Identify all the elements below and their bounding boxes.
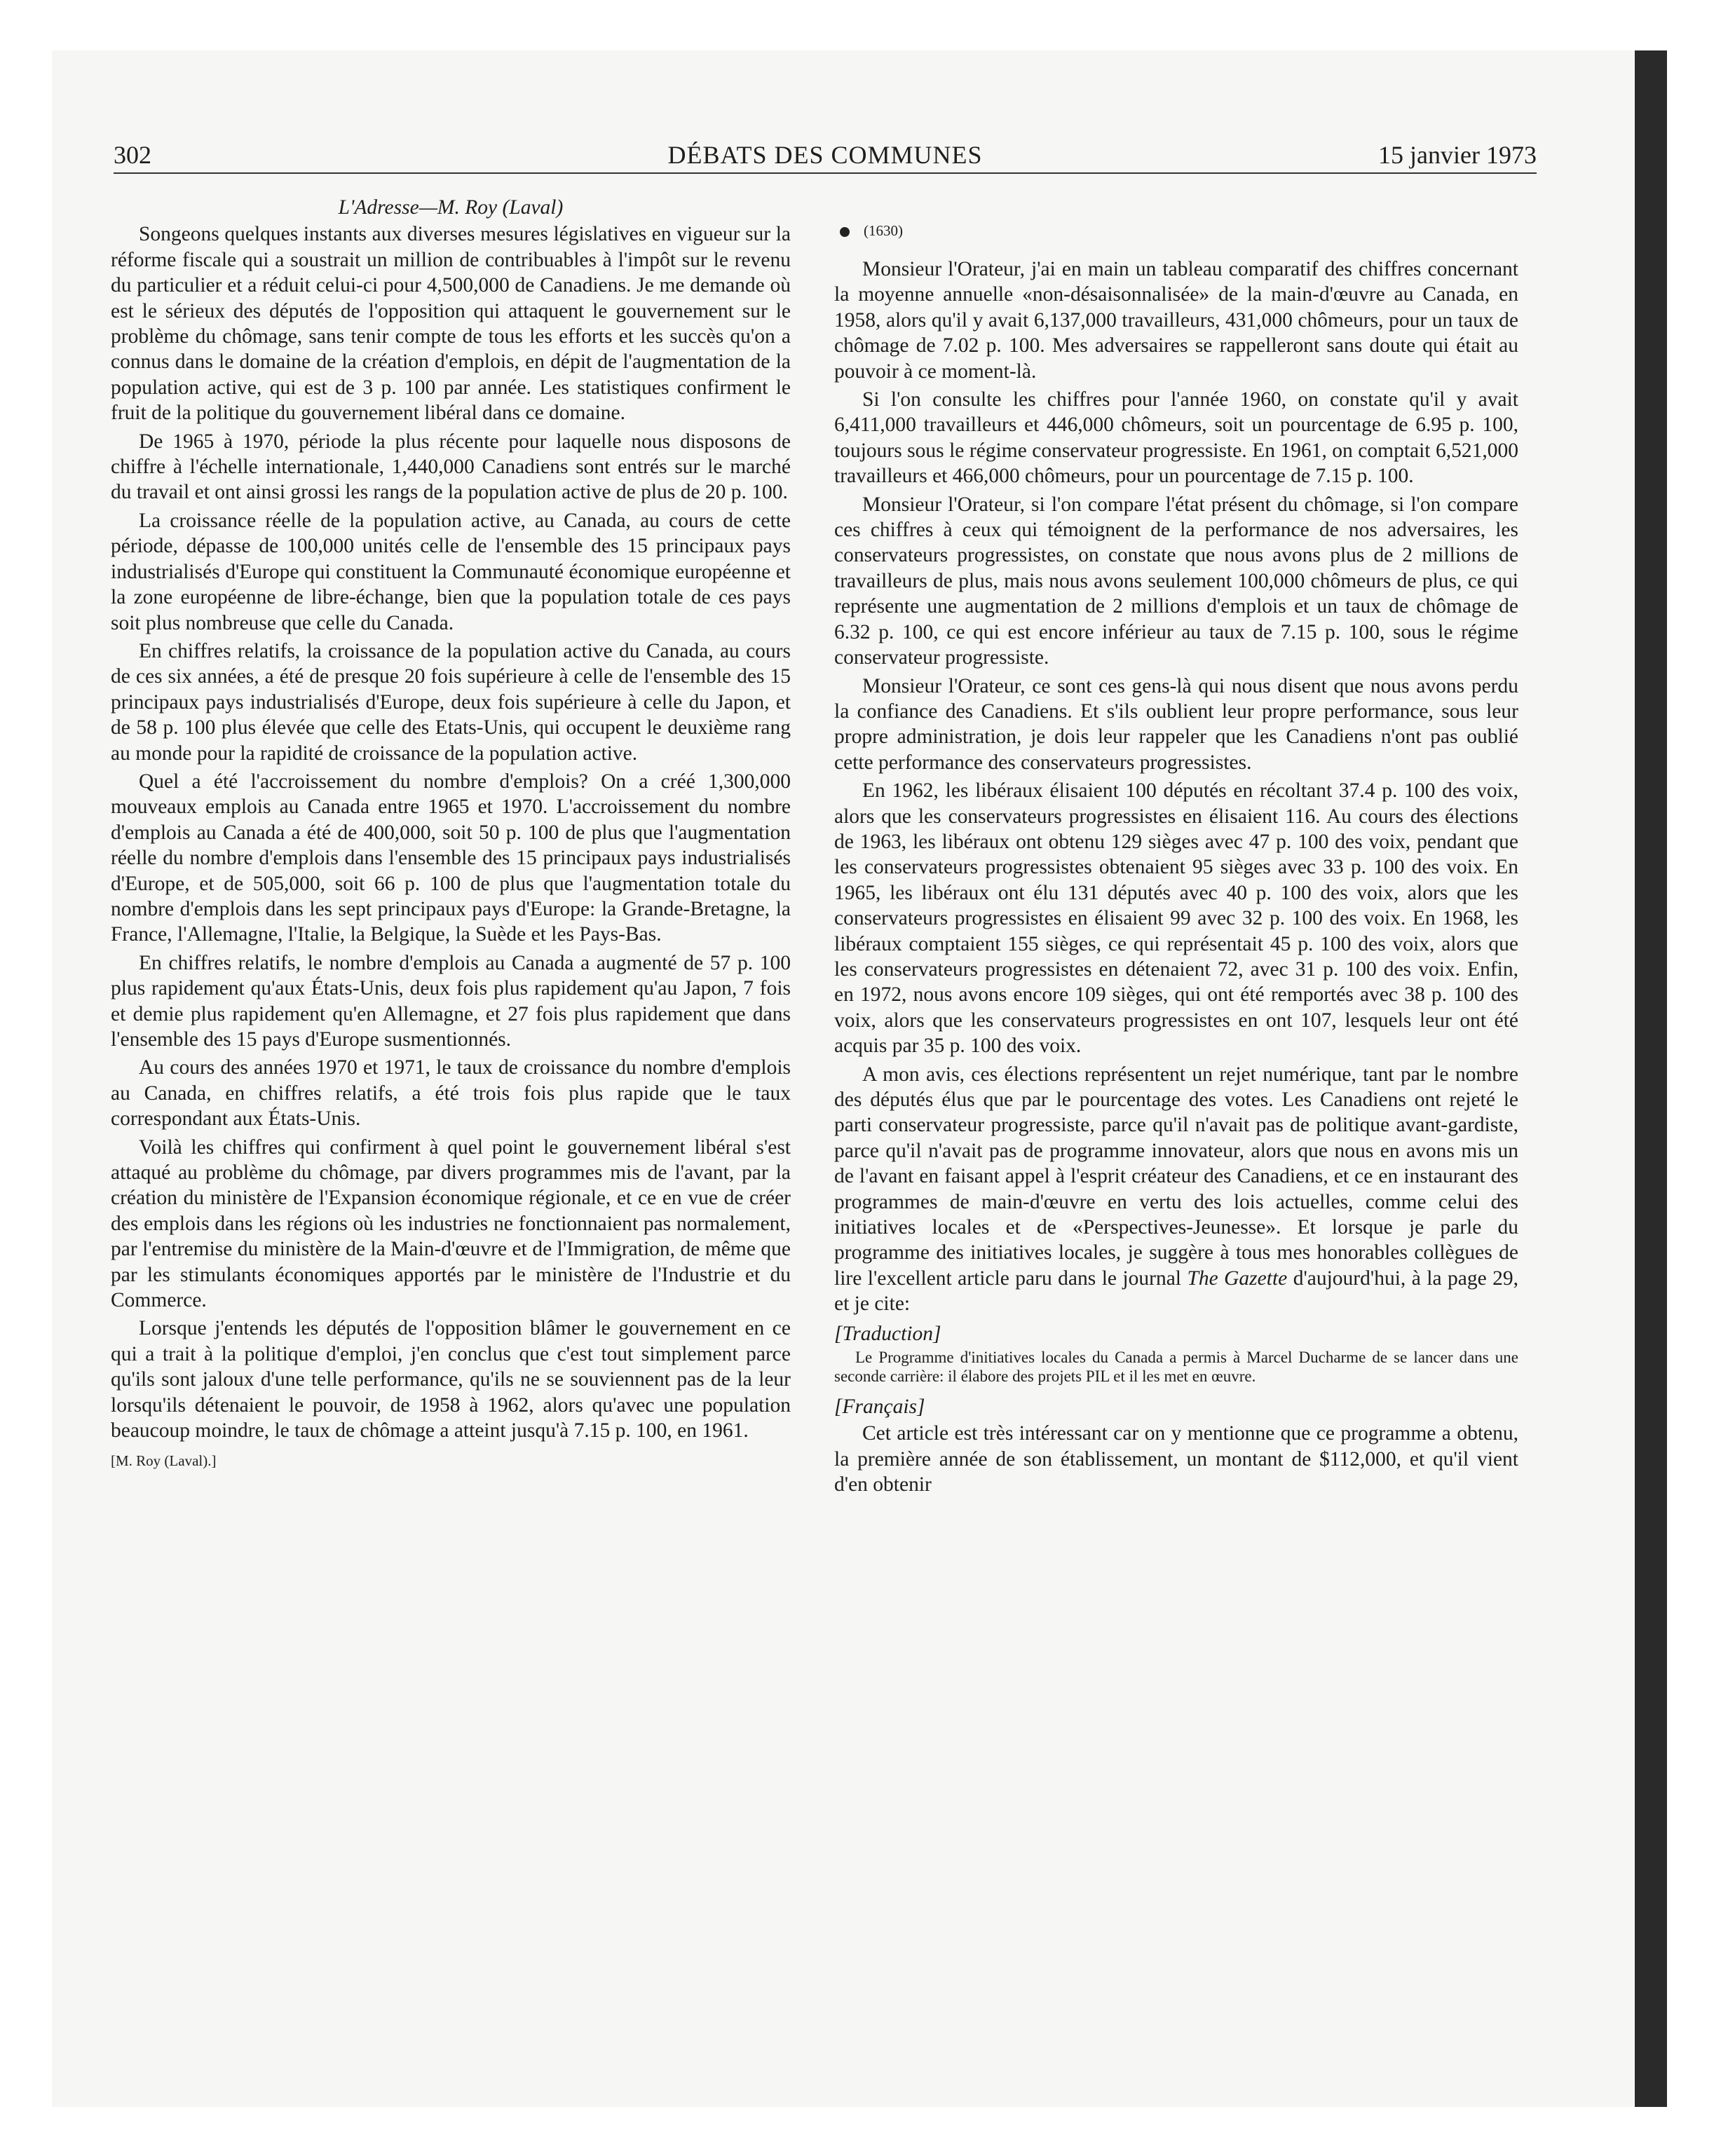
paragraph-text: A mon avis, ces élections représentent un rejet numérique, tant par le nombre des députés élus que par le pourcentage des votes. Les Canadiens ont rejeté le parti conservateur progressiste, parce qu'il n'avait pas de politique avant-gardiste, parce qu'il n'avait pas de programme innovateur, alors que nous en avons mis un de l'avant en faisant appel à l'esprit créateur des Canadiens, et ce en instaurant des programmes de main-d'œuvre en vertu des lois actuelles, comme celui des initiatives locales et de «Perspectives-Jeunesse». Et lorsque je parle du programme des initiatives locales, je suggère à tous mes honorables collègues de lire l'excellent article paru dans le journal: [834, 1063, 1518, 1290]
publication-title: DÉBATS DES COMMUNES: [667, 141, 983, 169]
paragraph: Monsieur l'Orateur, si l'on compare l'état présent du chômage, si l'on compare ces chiffres à ceux qui témoignent de la performance de nos adversaires, les conservateurs progressistes, on constate que nous avons plus de 2 millions de travailleurs de plus, mais nous avons seulement 100,000 chômeurs de plus, ce qui représente une augmentation de 2 millions d'emplois et un taux de chômage de 6.32 p. 100, ce qui est encore inférieur au taux de 7.15 p. 100, sous le régime conservateur progressiste.: [834, 493, 1518, 669]
paragraph: Cet article est très intéressant car on y mentionne que ce programme a obtenu, la première année de son établissement, un montant de $112,000, et qu'il vient d'en obtenir: [834, 1422, 1518, 1496]
bullet-icon: [840, 227, 850, 237]
right-column: [834, 195, 1518, 1501]
paragraph: Voilà les chiffres qui confirment à quel point le gouvernement libéral s'est attaqué au problème du chômage, par divers programmes mis de l'avant, par la création du ministère de l'Expansion économique régionale, et ce en vue de créer des emplois dans les régions où les industries ne fonctionnaient pas normalement, par l'entremise du ministère de la Main-d'œuvre et de l'Immigration, de même que par les stimulants économiques apportés par le ministère de l'Industrie et du Commerce.: [111, 1135, 791, 1312]
issue-date: 15 janvier 1973: [1378, 141, 1537, 169]
paragraph: En 1962, les libéraux élisaient 100 députés en récoltant 37.4 p. 100 des voix, alors que les conservateurs progressistes en élisaient 116. Au cours des élections de 1963, les libéraux ont obtenu 129 sièges avec 47 p. 100 des voix, pendant que les conservateurs progressistes obtenaient 95 sièges avec 33 p. 100 des voix. En 1965, les libéraux ont élu 131 députés avec 40 p. 100 des voix, alors que les conservateurs progressistes en élisaient 99 avec 32 p. 100 des voix. En 1968, les libéraux comptaient 155 sièges, ce qui représentait 45 p. 100 des voix, alors que les conservateurs progressistes en détenaient 72, avec 31 p. 100 des voix. Enfin, en 1972, nous avons encore 109 sièges, qui ont été remportés avec 38 p. 100 des voix, alors que les conservateurs progressistes en ont 107, lesquels leur ont été acquis par 35 p. 100 des voix.: [834, 779, 1518, 1058]
francais-label: [Français]: [834, 1396, 925, 1419]
paragraph-text: d'aujourd'hui, à la page 29, et je cite:: [834, 1267, 1518, 1316]
left-column: [111, 195, 791, 1471]
paragraph: En chiffres relatifs, la croissance de la population active du Canada, au cours de ces six années, a été de presque 20 fois supérieure à celle de l'ensemble des 15 principaux pays industrialisés d'Europe, deux fois supérieure à celle du Japon, et de 58 p. 100 plus élevée que celle des Etats-Unis, qui occupent le deuxième rang au monde pour la rapidité de croissance de la population active.: [111, 639, 791, 765]
translation-label: [Traduction]: [834, 1322, 941, 1345]
paragraph: Si l'on consulte les chiffres pour l'année 1960, on constate qu'il y avait 6,411,000 travailleurs et 446,000 chômeurs, soit un pourcentage de 6.95 p. 100, toujours sous le régime conservateur progressiste. En 1961, on comptait 6,521,000 travailleurs et 466,000 chômeurs, pour un pourcentage de 7.15 p. 100.: [834, 388, 1518, 488]
page-number: 302: [114, 141, 151, 169]
paragraph: Au cours des années 1970 et 1971, le taux de croissance du nombre d'emplois au Canada, en chiffres relatifs, a été trois fois plus rapide que le taux correspondant aux États-Unis.: [111, 1056, 791, 1131]
time-marker-label: (1630): [864, 222, 903, 239]
speaker-note: [M. Roy (Laval).]: [111, 1452, 217, 1469]
paragraph: [834, 1062, 1518, 1317]
block-quote: Le Programme d'initiatives locales du Canada a permis à Marcel Ducharme de se lancer dans une seconde carrière: il élabore des projets PIL et il les met en œuvre.: [834, 1349, 1518, 1386]
time-marker: [840, 220, 1518, 241]
scan-edge-bar: [1635, 50, 1667, 2107]
running-head: L'Adresse—M. Roy (Laval): [338, 196, 564, 219]
paragraph: En chiffres relatifs, le nombre d'emplois au Canada a augmenté de 57 p. 100 plus rapidement qu'aux États-Unis, deux fois plus rapidement qu'au Japon, 7 fois et demie plus rapidement qu'en Allemagne, et 27 fois plus rapidement que dans l'ensemble des 15 pays d'Europe susmentionnés.: [111, 951, 791, 1051]
paragraph: Monsieur l'Orateur, j'ai en main un tableau comparatif des chiffres concernant la moyenne annuelle «non-désaisonnalisée» de la main-d'œuvre au Canada, en 1958, alors qu'il y avait 6,137,000 travailleurs, 431,000 chômeurs, pour un taux de chômage de 7.02 p. 100. Mes adversaires se rappelleront sans doute qui était au pouvoir à ce moment-là.: [834, 258, 1518, 383]
page-header: [114, 137, 1537, 174]
paragraph: La croissance réelle de la population active, au Canada, au cours de cette période, dépasse de 100,000 unités celle de l'ensemble des 15 principaux pays industrialisés d'Europe qui constituent la Communauté économique européenne et la zone européenne de libre-échange, bien que la population totale de ces pays soit plus nombreuse que celle du Canada.: [111, 509, 791, 634]
paragraph: Monsieur l'Orateur, ce sont ces gens-là qui nous disent que nous avons perdu la confiance des Canadiens. Et s'ils oublient leur propre performance, sous leur propre administration, je dois leur rappeler que les Canadiens n'ont pas oublié cette performance des conservateurs progressistes.: [834, 674, 1518, 774]
paragraph: De 1965 à 1970, période la plus récente pour laquelle nous disposons de chiffre à l'échelle internationale, 1,440,000 Canadiens sont entrés sur le marché du travail et ont ainsi grossi les rangs de la population active de plus de 20 p. 100.: [111, 430, 791, 504]
paragraph: Songeons quelques instants aux diverses mesures législatives en vigueur sur la réforme fiscale qui a soustrait un million de contribuables à l'impôt sur le revenu du particulier et a réduit celui-ci pour 4,500,000 de Canadiens. Je me demande où est le sérieux des députés de l'opposition qui attaquent le gouvernement sur le problème du chômage, sans tenir compte de tous les efforts et les succès qu'on a connus dans le domaine de la création d'emplois, en dépit de l'augmentation de la population active, qui est de 3 p. 100 par année. Les statistiques confirment le fruit de la politique du gouvernement libéral dans ce domaine.: [111, 223, 791, 425]
newspaper-title: The Gazette: [1187, 1267, 1288, 1290]
paragraph: Lorsque j'entends les députés de l'opposition blâmer le gouvernement en ce qui a trait à la politique d'emploi, j'en conclus que c'est tout simplement parce qu'ils sont jaloux d'une telle performance, qu'ils ne se souviennent pas de la leur lorsqu'ils détenaient le pouvoir, de 1958 à 1962, alors qu'avec une population beaucoup moindre, le taux de chômage a atteint jusqu'à 7.15 p. 100, en 1961.: [111, 1317, 791, 1442]
paragraph: Quel a été l'accroissement du nombre d'emplois? On a créé 1,300,000 mouveaux emplois au Canada entre 1965 et 1970. L'accroissement du nombre d'emplois au Canada a été de 400,000, soit 50 p. 100 de plus que l'augmentation réelle du nombre d'emplois dans l'ensemble des 15 principaux pays industrialisés d'Europe, et de 505,000, soit 66 p. 100 de plus que l'augmentation totale du nombre d'emplois dans les sept principaux pays d'Europe: la Grande-Bretagne, la France, l'Allemagne, l'Italie, la Belgique, la Suède et les Pays-Bas.: [111, 770, 791, 946]
